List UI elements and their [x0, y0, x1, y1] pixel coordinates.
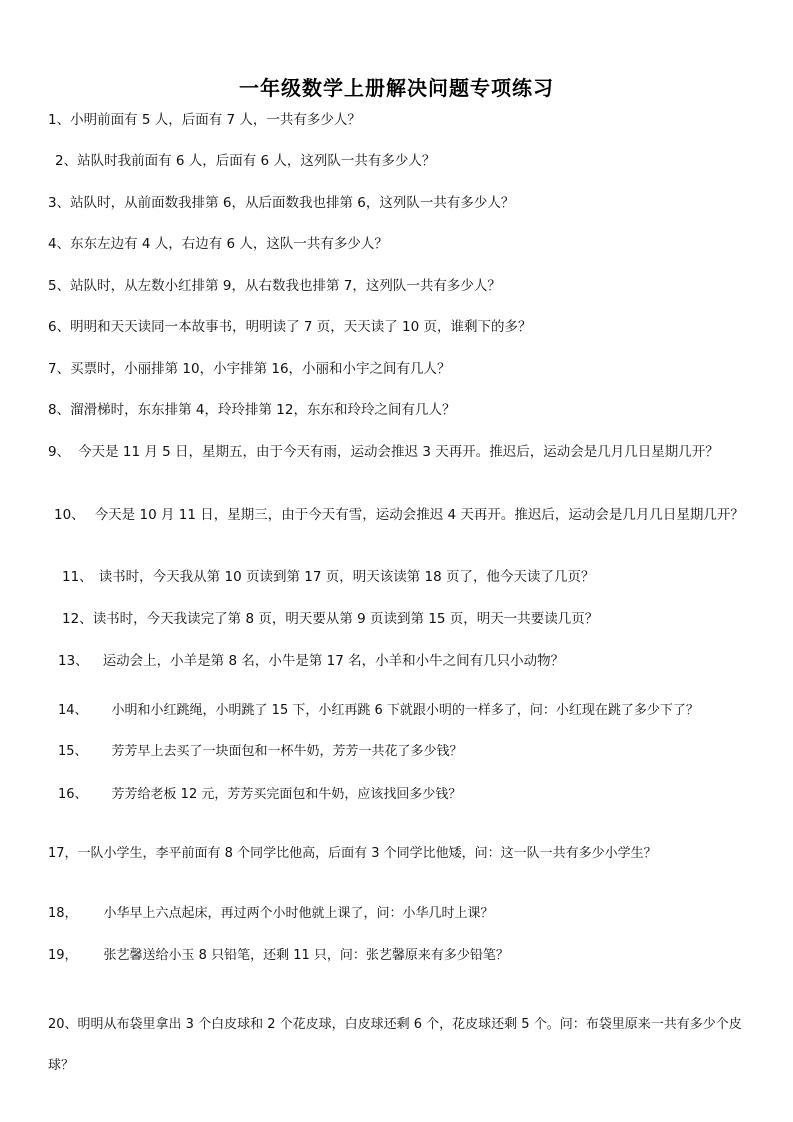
- question-11: [62, 566, 594, 588]
- question-number: 18，: [48, 906, 78, 921]
- question-number: 3、: [48, 195, 71, 211]
- question-number: 13、: [58, 653, 89, 669]
- question-4: [48, 233, 388, 255]
- question-text: 张艺馨送给小玉 8 只铅笔，还剩 11 只，问：张艺馨原来有多少铅笔？: [103, 948, 509, 963]
- question-1: [48, 109, 361, 131]
- question-text: 溜滑梯时，东东排第 4，玲玲排第 12，东东和玲玲之间有几人？: [70, 402, 456, 418]
- question-text: 读书时，今天我从第 10 页读到第 17 页，明天该读第 18 页了，他今天读了几页？: [98, 569, 595, 585]
- question-20: [48, 1004, 748, 1086]
- question-8: [48, 399, 455, 421]
- question-text: 一队小学生，李平前面有 8 个同学比他高，后面有 3 个同学比他矮，问：这一队一共有多少小学生？: [77, 846, 657, 861]
- question-text: 小明和小红跳绳，小明跳了 15 下，小红再跳 6 下就跟小明的一样多了，问：小红现在跳了多少下了？: [111, 703, 699, 718]
- question-18: [48, 903, 494, 925]
- question-2: [55, 150, 435, 172]
- question-9: [48, 441, 748, 463]
- page-title: 一年级数学上册解决问题专项练习: [239, 76, 554, 100]
- question-text: 站队时我前面有 6 人，后面有 6 人，这列队一共有多少人？: [77, 153, 436, 169]
- question-text: 小明前面有 5 人，后面有 7 人，一共有多少人？: [70, 112, 361, 128]
- question-text: 小华早上六点起床，再过两个小时他就上课了，问：小华几时上课？: [103, 906, 494, 921]
- question-number: 19，: [48, 948, 78, 963]
- question-17: [48, 843, 657, 865]
- question-number: 12、: [62, 611, 93, 627]
- question-text: 今天是 10 月 11 日，星期三，由于今天有雪，运动会推迟 4 天再开。推迟后，运动会是几月几日星期几开？: [94, 507, 744, 523]
- question-text: 东东左边有 4 人，右边有 6 人，这队一共有多少人？: [70, 236, 388, 252]
- question-number: 15、: [58, 744, 88, 759]
- question-number: 14、: [58, 703, 88, 718]
- question-text: 今天是 11 月 5 日，星期五，由于今天有雨，运动会推迟 3 天再开。推迟后，运动会是几月几日星期几开？: [78, 444, 719, 460]
- question-number: 11、: [62, 569, 93, 585]
- question-text: 站队时，从前面数我排第 6，从后面数我也排第 6，这列队一共有多少人？: [70, 195, 515, 211]
- question-number: 4、: [48, 236, 71, 252]
- question-16: [58, 784, 461, 806]
- question-number: 10、: [54, 507, 85, 523]
- question-number: 5、: [48, 278, 71, 294]
- question-number: 6、: [48, 319, 71, 335]
- question-number: 20、: [48, 1017, 78, 1032]
- question-text: 买票时，小丽排第 10，小宇排第 16，小丽和小宇之间有几人？: [70, 361, 451, 377]
- question-15: [58, 741, 463, 763]
- question-number: 7、: [48, 361, 71, 377]
- question-13: [58, 650, 564, 672]
- question-7: [48, 358, 451, 380]
- question-10: [48, 504, 748, 526]
- question-number: 9、: [48, 444, 71, 460]
- question-number: 8、: [48, 402, 71, 418]
- question-text: 读书时，今天我读完了第 8 页，明天要从第 9 页读到第 15 页，明天一共要读几页？: [92, 611, 599, 627]
- question-number: 17，: [48, 846, 78, 861]
- question-3: [48, 192, 514, 214]
- question-number: 16、: [58, 787, 88, 802]
- question-5: [48, 275, 501, 297]
- question-number: 2、: [55, 153, 78, 169]
- question-12: [62, 608, 598, 630]
- question-text: 芳芳给老板 12 元，芳芳买完面包和牛奶，应该找回多少钱？: [111, 787, 462, 802]
- question-text: 芳芳早上去买了一块面包和一杯牛奶，芳芳一共花了多少钱？: [111, 744, 463, 759]
- question-19: [48, 945, 509, 967]
- question-text: 站队时，从左数小红排第 9，从右数我也排第 7，这列队一共有多少人？: [70, 278, 501, 294]
- question-14: [58, 700, 699, 722]
- question-number: 1、: [48, 112, 71, 128]
- question-text: 运动会上，小羊是第 8 名，小牛是第 17 名，小羊和小牛之间有几只小动物？: [102, 653, 565, 669]
- question-text: 明明从布袋里拿出 3 个白皮球和 2 个花皮球，白皮球还剩 6 个，花皮球还剩 5 个。问：布袋里原来一共有多少个皮球？: [48, 1017, 742, 1073]
- question-6: [48, 316, 532, 338]
- question-text: 明明和天天读同一本故事书，明明读了 7 页，天天读了 10 页，谁剩下的多？: [70, 319, 532, 335]
